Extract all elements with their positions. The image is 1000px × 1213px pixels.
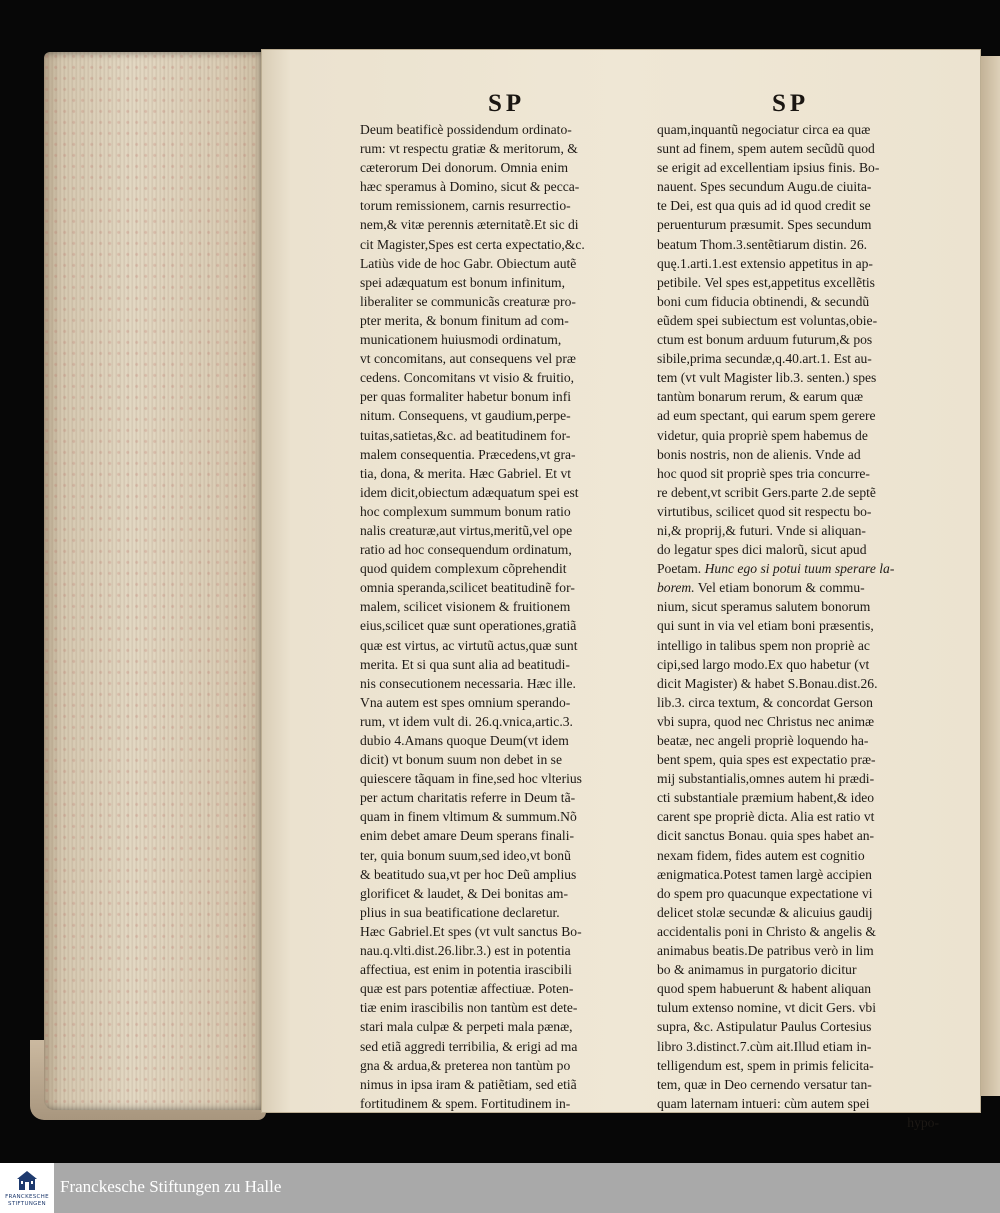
text-line: beatæ, nec angeli propriè loquendo ha- [657, 733, 869, 748]
text-line: quam,inquantũ negociatur circa ea quæ [657, 122, 871, 137]
text-line: petibile. Vel spes est,appetitus excellẽtis [657, 274, 875, 290]
text-line: cti substantiale præmium habent,& ideo [657, 790, 875, 806]
text-line: virtutibus, scilicet quod sit respectu bo- [657, 503, 872, 519]
text-line: per actum charitatis referre in Deum tã- [360, 790, 576, 806]
text-line: carent spe propriè dicta. Alia est ratio vt [657, 809, 875, 825]
text-line: rum: vt respectu gratiæ & meritorum, & [360, 141, 578, 157]
building-icon [16, 1169, 38, 1191]
text-line: sed etiã aggredi terribilia, & erigi ad ma [360, 1038, 578, 1054]
text-line: stari mala culpæ & perpeti mala pænæ, [360, 1019, 573, 1035]
text-column-right [657, 120, 939, 1132]
text-line: nis consecutionem necessaria. Hæc ille. [360, 675, 576, 691]
text-line: malem consequentia. Præcedens,vt gra- [360, 446, 576, 462]
text-line: accidentalis poni in Christo & angelis & [657, 923, 876, 939]
text-line: mij substantialis,omnes autem hi prædi- [657, 771, 875, 787]
text-line: do legatur spes dici malorũ, sicut apud [657, 542, 867, 558]
text-line: glorificet & laudet, & Dei bonitas am- [360, 885, 569, 901]
text-line: se erigit ad excellentiam ipsius finis. Bo- [657, 160, 880, 176]
text-line: tia, dona, & merita. Hæc Gabriel. Et vt [360, 465, 572, 481]
text-line: nau.q.vlti.dist.26.libr.3.) est in potentia [360, 943, 571, 959]
text-line: enim debet amare Deum sperans finali- [360, 828, 575, 844]
text-line: ænigmatica.Potest tamen largè accipien [657, 866, 872, 882]
logo-text-line1: FRANCKESCHE [5, 1194, 49, 1200]
text-line: spei adæquatum est bonum infinitum, [360, 274, 566, 290]
text-line: affectiua, est enim in potentia irascibili [360, 962, 572, 978]
text-line: ctum est bonum arduum futurum,& pos [657, 332, 873, 348]
text-line: idem dicit,obiectum adæquatum spei est [360, 484, 579, 500]
text-line: Latiùs vide de hoc Gabr. Obiectum autẽ [360, 255, 577, 271]
footer-bar [0, 1163, 1000, 1213]
text-line: ni,& proprij,& futuri. Vnde si aliquan- [657, 522, 866, 538]
text-line: nalis creaturæ,aut virtus,meritũ,vel ope [360, 522, 573, 538]
text-line: nauent. Spes secundum Augu.de ciuita- [657, 179, 872, 195]
running-head-left: SP [488, 90, 526, 117]
text-line: tem (vt vult Magister lib.3. senten.) spes [657, 370, 877, 386]
text-line: dubio 4.Amans quoque Deum(vt idem [360, 733, 569, 748]
institution-name[interactable]: Franckesche Stiftungen zu Halle [60, 1177, 282, 1196]
text-line: Deum beatificè possidendum ordinato- [360, 122, 572, 137]
text-line: ratio ad hoc consequendum ordinatum, [360, 542, 572, 558]
text-line: lib.3. circa textum, & concordat Gerson [657, 694, 873, 710]
logo-text-line2: STIFTUNGEN [8, 1201, 46, 1207]
text-line: qui sunt in via vel etiam boni præsentis, [657, 618, 874, 634]
text-line: quam laternam intueri: cùm autem spei [657, 1095, 870, 1111]
text-line: hoc complexum summum bonum ratio [360, 503, 571, 519]
text-line: cedens. Concomitans vt visio & fruitio, [360, 370, 575, 386]
text-line: sibile,prima secundæ,q.40.art.1. Est au- [657, 351, 872, 367]
text-line: ad eum spectant, qui earum spem gerere [657, 408, 876, 424]
text-line: per quas formaliter habetur bonum infi [360, 389, 572, 405]
text-line: plius in sua beatificatione declaretur. [360, 904, 560, 920]
text-line: torum remissionem, carnis resurrectio- [360, 198, 571, 214]
text-line: tiæ enim irascibilis non tantùm est dete- [360, 1000, 578, 1016]
text-line: nium, sicut speramus salutem bonorum [657, 599, 871, 615]
text-line: eũdem spei subiectum est voluntas,obie- [657, 312, 878, 328]
text-line: rum, vt idem vult di. 26.q.vnica,artic.3. [360, 713, 573, 729]
text-column-left [360, 120, 642, 1113]
text-line: do spem pro quacunque expectatione vi [657, 885, 873, 901]
text-line: quæ est pars potentiæ affectiuæ. Poten- [360, 981, 574, 997]
text-line: pter merita, & bonum finitum ad com- [360, 312, 569, 328]
text-line: telligendum est, spem in primis felicita- [657, 1057, 874, 1073]
book-fore-edge [44, 52, 266, 1110]
text-line: tem, quæ in Deo cernendo versatur tan- [657, 1076, 872, 1092]
text-line: merita. Et si qua sunt alia ad beatitudi- [360, 656, 570, 672]
text-line: tantùm bonarum rerum, & earum quæ [657, 389, 864, 405]
institution-logo[interactable] [0, 1163, 54, 1213]
text-line: quod quidem complexum cõprehendit [360, 561, 567, 577]
text-line: dicit) vt bonum suum non debet in se [360, 752, 562, 768]
next-page-edge [978, 56, 1000, 1096]
text-line: omnia speranda,scilicet beatitudinẽ for- [360, 580, 575, 596]
text-line: Poetam. Hunc ego si potui tuum sperare la- [657, 561, 895, 577]
text-line: dicit Magister) & habet S.Bonau.dist.26. [657, 675, 878, 691]
text-line: dicit sanctus Bonau. quia spes habet an- [657, 828, 875, 844]
text-line: boni cum fiducia obtinendi, & secundũ [657, 293, 870, 309]
text-line: Hæc Gabriel.Et spes (vt vult sanctus Bo- [360, 923, 582, 939]
quotation-italic-end: borem. [657, 580, 695, 596]
book-page [262, 50, 980, 1130]
text-line: tuitas,satietas,&c. ad beatitudinem for- [360, 427, 571, 443]
text-line: hoc quod sit propriè spes tria concurre- [657, 465, 870, 481]
text-line: municationem huiusmodi ordinatum, [360, 332, 562, 348]
text-line: eius,scilicet quæ sunt operationes,gratiã [360, 618, 577, 634]
text-line: quę.1.arti.1.est extensio appetitus in ap- [657, 255, 873, 271]
text-line: quam in finem vltimum & summum.Nõ [360, 809, 577, 825]
text-line: malem, scilicet visionem & fruitionem [360, 599, 571, 615]
text-line: animabus beatis.De patribus verò in lim [657, 943, 874, 959]
text-line: peruenturum præsumit. Spes secundum [657, 217, 872, 233]
text-line: & beatitudo sua,vt per hoc Deũ amplius [360, 866, 577, 882]
text-line: nitum. Consequens, vt gaudium,perpe- [360, 408, 571, 424]
text-line: videtur, quia propriè spem habemus de [657, 427, 868, 443]
text-line: nem,& vitæ perennis æternitatẽ.Et sic di [360, 217, 579, 233]
text-line: cæterorum Dei donorum. Omnia enim [360, 160, 569, 176]
text-line: cipi,sed largo modo.Ex quo habetur (vt [657, 656, 870, 672]
text-line: libro 3.distinct.7.cùm ait.Illud etiam in- [657, 1038, 872, 1054]
text-line: liberaliter se communicãs creaturæ pro- [360, 293, 576, 309]
text-line: quæ est virtus, ac virtutũ actus,quæ sunt [360, 637, 578, 653]
text-line: supra, &c. Astipulatur Paulus Cortesius [657, 1019, 872, 1035]
text-line: quiescere tãquam in fine,sed hoc vlterius [360, 771, 582, 787]
text-line: ter, quia bonum suum,sed ideo,vt bonũ [360, 847, 571, 863]
text-line: Vna autem est spes omnium sperando- [360, 694, 571, 710]
text-line: quod spem habuerunt & habent aliquan [657, 981, 872, 997]
text-line: fortitudinem & spem. Fortitudinem in- [360, 1095, 571, 1111]
text-line: intelligo in talibus spem non propriè ac [657, 637, 870, 653]
text-line: borem. Vel etiam bonorum & commu- [657, 580, 865, 596]
text-line: vt concomitans, aut consequens vel præ [360, 351, 576, 367]
text-line: cit Magister,Spes est certa expectatio,&c. [360, 236, 585, 252]
catchword: hypo- [907, 1114, 939, 1130]
text-line: hæc speramus à Domino, sicut & pecca- [360, 179, 580, 195]
text-line: vbi supra, quod nec Christus nec animæ [657, 713, 875, 729]
text-line: sunt ad finem, spem autem secũdũ quod [657, 141, 875, 157]
text-line: bo & animamus in purgatorio dicitur [657, 962, 857, 978]
text-line: nexam fidem, fides autem est cognitio [657, 847, 865, 863]
quotation-italic: Hunc ego si potui tuum sperare la- [704, 561, 895, 577]
text-line: re debent,vt scribit Gers.parte 2.de septẽ [657, 484, 876, 500]
running-head-right: SP [772, 90, 810, 117]
text-line: beatum Thom.3.sentẽtiarum distin. 26. [657, 236, 868, 252]
text-line: nimus in ipsa iram & patiẽtiam, sed etiã [360, 1076, 577, 1092]
text-line: delicet stolæ secundæ & alicuius gaudij [657, 904, 873, 920]
text-line: bent spem, quia spes est expectatio præ- [657, 752, 876, 768]
text-line: tulum extenso nomine, vt dicit Gers. vbi [657, 1000, 876, 1016]
text-line: te Dei, est qua quis ad id quod credit se [657, 198, 871, 214]
text-line: bonis nostris, non de alienis. Vnde ad [657, 446, 861, 462]
text-line: gna & ardua,& preterea non tantùm po [360, 1057, 571, 1073]
